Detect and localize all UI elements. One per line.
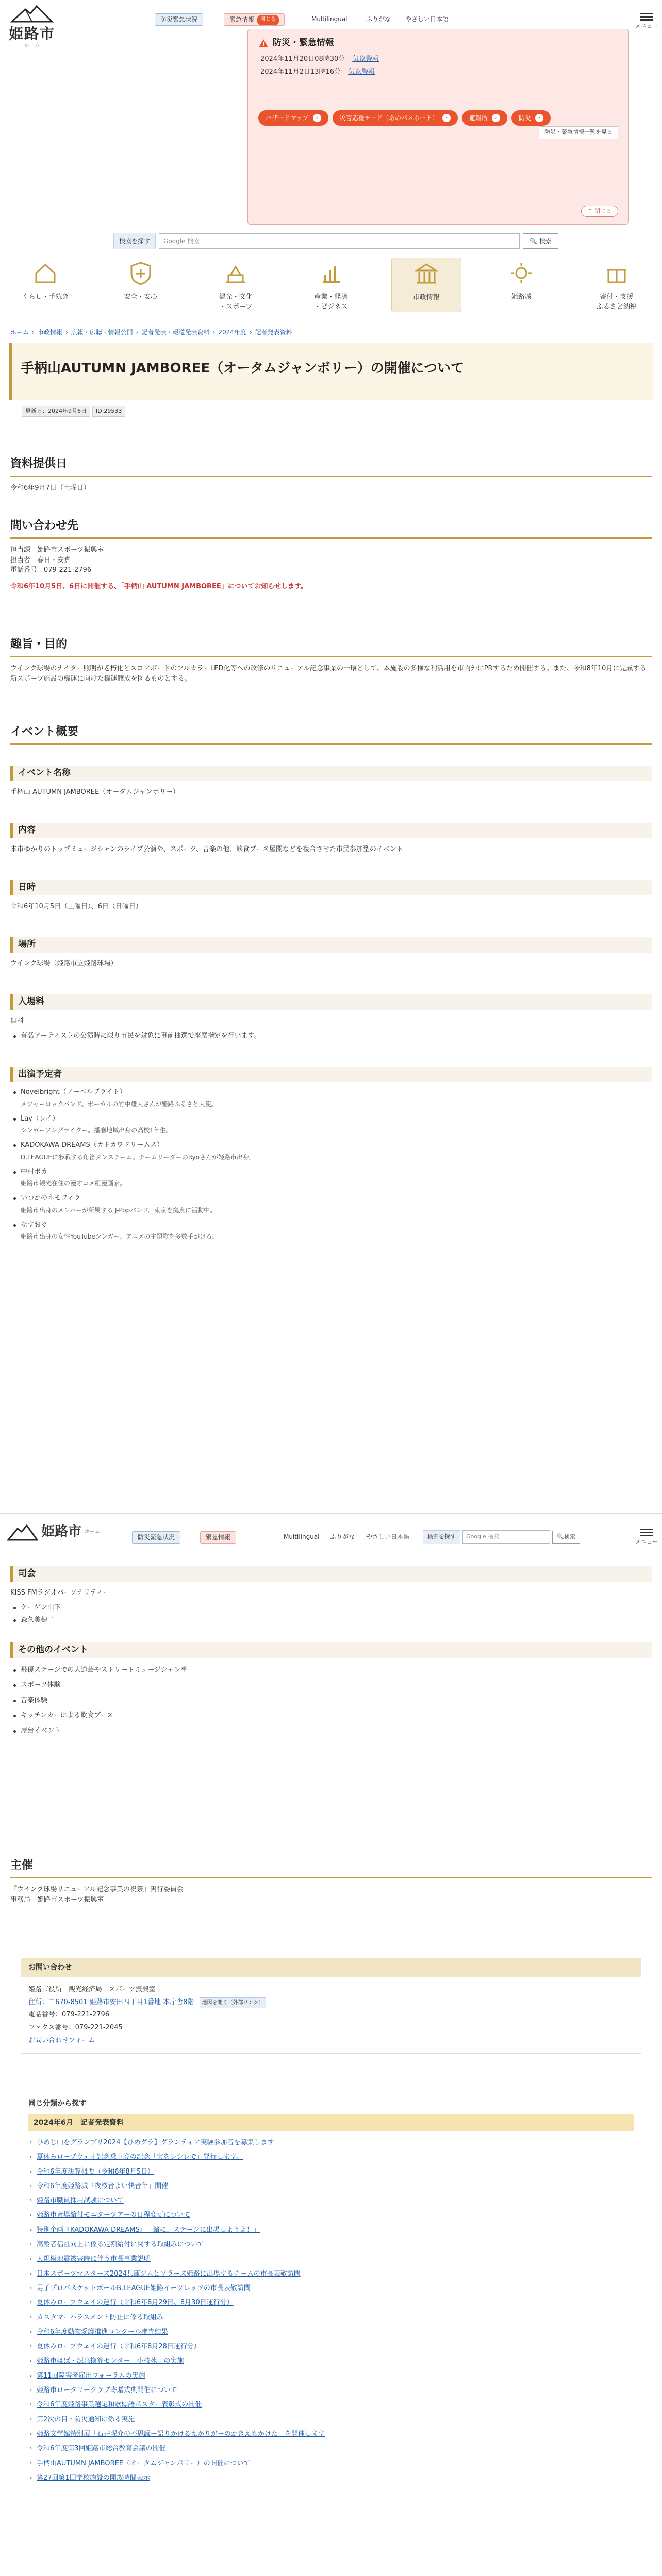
close-emergency-button[interactable] bbox=[581, 206, 618, 217]
related-link[interactable]: › 手柄山AUTUMN JAMBOREE（オータムジャンボリー）の開催について bbox=[28, 2456, 634, 2471]
other-event-item: 飛優ステージでの大道芸やストリートミュージシャン事 bbox=[10, 1665, 652, 1675]
section-heading: 資料提供日 bbox=[10, 453, 652, 477]
related-link[interactable]: › 特別企画『KADOKAWA DREAMS』一緒に、ステージに出場しようよ！」 bbox=[28, 2223, 634, 2238]
google-search-placeholder: Google 検索 bbox=[163, 238, 200, 245]
other-event-item: スポーツ体験 bbox=[10, 1680, 652, 1690]
contact-heading: お問い合わせ bbox=[21, 1958, 641, 1977]
breadcrumb-item[interactable]: 2024年度 bbox=[218, 329, 246, 336]
nav-tourism[interactable] bbox=[201, 258, 271, 312]
search-icon: 🔍 bbox=[529, 238, 537, 245]
nav-label: 安全・安心 bbox=[124, 293, 158, 301]
arrow-icon: › bbox=[442, 114, 451, 122]
shield-plus-icon bbox=[127, 260, 154, 286]
lang-easy-japanese[interactable]: やさしい日本語 bbox=[405, 15, 449, 23]
related-link[interactable]: › 令和6年度第3回姫路市総合教育会議の開催 bbox=[28, 2442, 634, 2456]
search-button[interactable] bbox=[523, 233, 558, 249]
related-link[interactable]: › 令和6年度決算概要（令和6年8月5日） bbox=[28, 2165, 634, 2179]
menu-button[interactable] bbox=[635, 11, 658, 31]
cast-desc: 姫路市出身のメンバーが所属する J-Popバンド。東京を拠点に活動中。 bbox=[21, 1206, 217, 1214]
home-label: ホーム bbox=[24, 42, 40, 48]
search-type-label[interactable]: 検索を探す bbox=[113, 233, 156, 249]
nav-label: 姫路城 bbox=[511, 293, 532, 301]
arrow-icon: › bbox=[535, 114, 543, 122]
chevron-up-icon: ⌃ bbox=[588, 207, 593, 214]
nav-label: くらし・手続き bbox=[22, 293, 69, 301]
section-heading: 主催 bbox=[10, 1855, 652, 1878]
cast-list bbox=[10, 1087, 652, 1241]
castle-logo-icon bbox=[7, 1523, 38, 1541]
search-input[interactable]: Google 検索 bbox=[462, 1530, 550, 1544]
nav-donation[interactable] bbox=[582, 258, 652, 312]
section-heading: 趣旨・目的 bbox=[10, 634, 652, 657]
contact-line: 電話番号：079-221-2796 bbox=[28, 2011, 110, 2019]
related-list bbox=[28, 2136, 634, 2485]
map-tag[interactable]: 地図を開く（外部リンク） bbox=[200, 1997, 267, 2008]
related-link[interactable]: › 姫路市ロータリークラブ寄贈式典開催について bbox=[28, 2383, 634, 2398]
fee-bullet: 有名アーティストの公演時に限り市民を対象に事前抽選で座席指定を行います。 bbox=[10, 1031, 652, 1041]
emergency-item bbox=[260, 54, 618, 64]
related-link[interactable]: › ひめじ山をグランプリ2024【ひめグラ】グランティア実験参加者を募集します bbox=[28, 2136, 634, 2150]
contact-line: ファクス番号：079-221-2045 bbox=[28, 2024, 123, 2032]
mc-item: 森久美穂子 bbox=[10, 1615, 652, 1625]
lang-multilingual[interactable]: Multilingual bbox=[311, 15, 347, 23]
related-link[interactable]: › カスタマーハラスメント防止に係る取組み bbox=[28, 2311, 634, 2325]
cast-desc: シンガーソングライター。播磨地域出身の高校1年生。 bbox=[21, 1127, 172, 1134]
search-type-label[interactable]: 検索を探す bbox=[423, 1530, 460, 1544]
section-heading: イベント概要 bbox=[10, 721, 652, 745]
menu-button[interactable] bbox=[635, 1527, 658, 1547]
notice-text: 令和6年10月5日、6日に開催する、「手柄山 AUTUMN JAMBOREE」についてお知らせします。 bbox=[10, 582, 308, 590]
related-link[interactable]: › 夏休みロープウェイの運行（令和6年8月29日、8月30日運行分） bbox=[28, 2296, 634, 2310]
nav-label: 寄付・支援 ふるさと納税 bbox=[596, 293, 637, 311]
global-nav bbox=[10, 258, 652, 312]
page-id: ID:29533 bbox=[92, 406, 125, 417]
subheading: その他のイベント bbox=[10, 1642, 652, 1658]
mc-item: ケーゲン山下 bbox=[10, 1603, 652, 1613]
subheading: 内容 bbox=[10, 823, 652, 838]
all-emergency-button[interactable]: 防災・緊急情報一覧を見る bbox=[539, 126, 618, 139]
city-name: 姫路市 bbox=[41, 1524, 82, 1539]
chart-icon bbox=[318, 260, 344, 286]
related-link[interactable]: › 高齢者福祉向上に係る定額給付に関する取組みについて bbox=[28, 2238, 634, 2252]
svg-text:!: ! bbox=[262, 41, 265, 48]
disaster-status-button[interactable]: 防災緊急状況 bbox=[155, 13, 203, 26]
section-release-date bbox=[10, 453, 652, 494]
menu-label: メニュー bbox=[635, 23, 658, 29]
related-link[interactable]: › 姫路市職員採用試験について bbox=[28, 2194, 634, 2208]
event-name-text: 手柄山 AUTUMN JAMBOREE（オータムジャンボリー） bbox=[10, 788, 179, 796]
purpose-text: ウインク球場のナイター照明が老朽化とスコアボードのフルカラーLED化等への改修のリニューアル記念事業の一環として、本施設の多様な利活用を市内外にPRするため開催する。また、今和8年10月に完成する新スポーツ施設の機運に向けた機運醸成を図るものとする。 bbox=[10, 665, 647, 683]
contact-line: 電話番号 079-221-2796 bbox=[10, 566, 92, 574]
emergency-title-text: 防災・緊急情報 bbox=[273, 38, 334, 48]
nav-safety[interactable] bbox=[106, 258, 176, 312]
section-cont bbox=[10, 1566, 652, 1741]
emergency-link[interactable]: 気象警報 bbox=[347, 68, 375, 76]
house-icon bbox=[32, 260, 59, 286]
castle-logo-icon bbox=[10, 4, 54, 23]
contact-line: 担当課 姫路市スポーツ振興室 bbox=[10, 546, 104, 554]
shelter-pill[interactable] bbox=[462, 110, 507, 126]
hazard-map-pill[interactable] bbox=[258, 110, 328, 126]
nav-living[interactable] bbox=[10, 258, 80, 312]
contact-box bbox=[21, 1958, 641, 2054]
cast-name: Lay（レイ） bbox=[10, 1114, 652, 1124]
contact-line: 担当者 春日・安倉 bbox=[10, 556, 71, 564]
search-bar bbox=[423, 1530, 580, 1544]
other-event-item: 音楽体験 bbox=[10, 1696, 652, 1706]
cast-name: KADOKAWA DREAMS（カドカワドリームス） bbox=[10, 1140, 652, 1150]
subheading: 日時 bbox=[10, 880, 652, 895]
related-link[interactable]: › 姫路文学館特別展「石井曜介の不思議ー語りかけるえがりがーのかきえもかけた」を開催します bbox=[28, 2427, 634, 2442]
search-bar bbox=[113, 233, 558, 249]
gift-icon bbox=[603, 260, 630, 286]
nav-castle[interactable] bbox=[486, 258, 556, 312]
page-title-bar bbox=[9, 343, 653, 400]
related-link[interactable]: › 令和6年度動物愛護推進コンクール審査結果 bbox=[28, 2325, 634, 2340]
city-name: 姫路市 bbox=[8, 25, 55, 42]
section-contact-info bbox=[10, 515, 652, 591]
related-link[interactable]: › 大規模地震被害時に伴う市長事業説明 bbox=[28, 2252, 634, 2266]
sticky-header bbox=[0, 1513, 662, 1562]
sun-icon bbox=[508, 260, 535, 286]
contact-line: 姫路市役所 観光経済局 スポーツ振興室 bbox=[28, 1986, 156, 1993]
cast-desc: D.LEAGUEに参戦する角笛ダンスチーム。チームリーダーのRyoさんが姫路市出身。 bbox=[21, 1153, 255, 1161]
emergency-link[interactable]: 気象警報 bbox=[352, 55, 379, 63]
organizer-line: 『ウインク球場リニューアル記念事業の祝祭』実行委員会 bbox=[10, 1886, 184, 1893]
section-overview bbox=[10, 721, 652, 1246]
related-link[interactable]: › 男子プロバスケットボールB.LEAGUE姫路イーグレッツの市長表敬訪問 bbox=[28, 2281, 634, 2296]
page-title: 手柄山AUTUMN JAMBOREE（オータムジャンボリー）の開催について bbox=[21, 361, 465, 376]
other-event-item: 屋台イベント bbox=[10, 1726, 652, 1736]
menu-label: メニュー bbox=[635, 1538, 658, 1545]
castle-icon bbox=[222, 260, 249, 286]
search-button-label: 検索 bbox=[564, 1533, 575, 1540]
event-date-text: 令和6年10月5日（土曜日）、6日（日曜日） bbox=[10, 902, 142, 910]
search-icon: 🔍 bbox=[557, 1533, 564, 1540]
event-content-text: 本市ゆかりのトップミュージシャンのライブ公演や、スポーツ、音楽の他、飲食ブース屋開などを複合させた市民参加型のイベント bbox=[10, 845, 403, 853]
cast-name: いつかのネモフィラ bbox=[10, 1193, 652, 1204]
related-link[interactable]: › 第27回第1回学校施設の開放時間表示 bbox=[28, 2471, 634, 2485]
pill-label: 防災 bbox=[519, 114, 532, 122]
breadcrumb-item[interactable]: 記者発表・報道発表資料 bbox=[141, 329, 210, 336]
mc-text: KISS FMラジオパーソナリティー bbox=[10, 1588, 110, 1597]
subheading: 司会 bbox=[10, 1566, 652, 1582]
lang-multilingual[interactable]: Multilingual bbox=[284, 1533, 320, 1540]
related-link[interactable]: › 第2次の目・防災通知に係る実施 bbox=[28, 2413, 634, 2427]
other-event-item: キッチンカーによる飲食ブース bbox=[10, 1710, 652, 1721]
breadcrumb: ホーム › 市政情報 › 広報・広聴・情報公開 › 記者発表・報道発表資料 › 2024年度 › 記者発表資料 bbox=[10, 329, 292, 336]
release-date-text: 令和6年9月7日（土曜日） bbox=[10, 484, 90, 492]
nav-label: 市政情報 bbox=[412, 293, 440, 301]
emergency-info-label: 緊急情報 bbox=[229, 16, 255, 23]
cast-desc: 姫路市出身の女性YouTubeシンガー。アニメの主題歌を多数手がける。 bbox=[21, 1233, 219, 1240]
pill-label: ハザードマップ bbox=[266, 114, 309, 122]
related-link[interactable]: › 夏休みロープウェイ記念乗車券の記念「実をレシレで」発行します。 bbox=[28, 2150, 634, 2164]
section-organizer bbox=[10, 1855, 652, 1905]
home-label: ホーム bbox=[85, 1529, 101, 1535]
arrow-icon: › bbox=[313, 114, 321, 122]
emergency-date: 2024年11月2日13時16分 bbox=[260, 68, 341, 76]
lang-furigana[interactable]: ふりがな bbox=[330, 1533, 355, 1540]
related-link[interactable]: › 日本スポーツマスターズ2024兵庫ジムとソラーズ姫路に出場するチームの市長表敬訪問 bbox=[28, 2267, 634, 2281]
cast-name: 中村ボカ bbox=[10, 1167, 652, 1177]
breadcrumb-item[interactable]: ホーム bbox=[10, 329, 29, 336]
emergency-info-button[interactable] bbox=[224, 13, 285, 26]
related-link[interactable]: › 令和6年度姫路城「夜桜音よい快音年」開催 bbox=[28, 2179, 634, 2194]
city-logo[interactable] bbox=[6, 4, 58, 47]
related-link[interactable]: › 姫路市はば・源泉換算センター「小枝苑」の実施 bbox=[28, 2354, 634, 2368]
related-link[interactable]: › 姫路市斎場給付モニターツアーの日程変更について bbox=[28, 2208, 634, 2223]
breadcrumb-item[interactable]: 市政情報 bbox=[37, 329, 62, 336]
nav-city-info[interactable] bbox=[391, 258, 461, 312]
related-heading: 同じ分類から探す bbox=[28, 2099, 86, 2108]
fee-text: 無料 bbox=[10, 1016, 24, 1025]
lang-easy-japanese[interactable]: やさしい日本語 bbox=[366, 1533, 410, 1540]
contact-address bbox=[28, 1996, 634, 2009]
related-year-heading: 2024年6月 記者発表資料 bbox=[28, 2114, 634, 2131]
close-label: 閉じる bbox=[594, 207, 611, 214]
related-box bbox=[21, 2092, 641, 2492]
emergency-toggle[interactable]: 開じる bbox=[257, 15, 279, 25]
subheading: 入場料 bbox=[10, 994, 652, 1010]
nav-label: 産業・経済 ・ビジネス bbox=[314, 293, 348, 311]
search-button-label: 検索 bbox=[539, 238, 552, 245]
emergency-date: 2024年11月20日08時30分 bbox=[260, 55, 345, 63]
cast-desc: 姫路市観光在住の漫才コメ組漫画家。 bbox=[21, 1180, 126, 1187]
lang-furigana[interactable]: ふりがな bbox=[366, 15, 391, 23]
nav-industry[interactable] bbox=[296, 258, 366, 312]
city-hall-icon bbox=[413, 260, 440, 287]
search-button[interactable] bbox=[552, 1531, 580, 1544]
updated-date: 更新日：2024年9月6日 bbox=[22, 406, 90, 417]
emergency-item bbox=[260, 67, 618, 77]
city-logo[interactable] bbox=[7, 1522, 100, 1542]
emergency-title bbox=[258, 37, 618, 50]
cast-desc: メジャーロックバンド。ボーカルの竹中雄大さんが姫路ふるさと大使。 bbox=[21, 1100, 218, 1108]
related-link[interactable]: › 令和6年度姫路事業選定和歌標語ポスター表彰式の開催 bbox=[28, 2398, 634, 2412]
related-link[interactable]: › 第11回障害者雇用フォーラムの実施 bbox=[28, 2369, 634, 2383]
address-link[interactable]: 住所：〒670-8501 姫路市安田四丁目1番地 本庁舎8階 bbox=[28, 1998, 194, 2006]
event-place-text: ウインク球場（姫路市立姫路球場） bbox=[10, 959, 118, 968]
emergency-info-button[interactable]: 緊急情報 bbox=[200, 1531, 236, 1544]
page-meta bbox=[22, 406, 125, 417]
search-input[interactable] bbox=[159, 233, 520, 249]
emergency-pillbar bbox=[258, 110, 618, 126]
cast-name: なすおぐ bbox=[10, 1220, 652, 1230]
cast-name: Novelbright（ノーベルブライト） bbox=[10, 1087, 652, 1097]
pill-label: 災害応援モード（あのパスポート） bbox=[339, 114, 439, 122]
breadcrumb-item[interactable]: 広報・広聴・情報公開 bbox=[71, 329, 133, 336]
subheading: 出演予定者 bbox=[10, 1067, 652, 1082]
section-purpose bbox=[10, 634, 652, 684]
disaster-mode-pill[interactable] bbox=[333, 110, 458, 126]
arrow-icon: › bbox=[492, 114, 500, 122]
subheading: イベント名称 bbox=[10, 766, 652, 781]
inquiry-form-link[interactable]: お問い合わせフォーム bbox=[28, 2036, 95, 2044]
warning-icon bbox=[258, 38, 269, 48]
subheading: 場所 bbox=[10, 937, 652, 953]
pill-label: 避難所 bbox=[469, 114, 488, 122]
organizer-line: 事務局 姫路市スポーツ振興室 bbox=[10, 1895, 104, 1904]
section-heading: 問い合わせ先 bbox=[10, 515, 652, 539]
breadcrumb-item[interactable]: 記者発表資料 bbox=[255, 329, 292, 336]
emergency-panel bbox=[247, 29, 629, 225]
nav-label: 観光・文化 ・スポーツ bbox=[219, 293, 253, 311]
disaster-status-button[interactable]: 防災緊急状況 bbox=[132, 1531, 180, 1544]
related-link[interactable]: › 夏休みロープウェイの運行（令和6年8月28日運行分） bbox=[28, 2340, 634, 2354]
disaster-pill[interactable] bbox=[511, 110, 551, 126]
